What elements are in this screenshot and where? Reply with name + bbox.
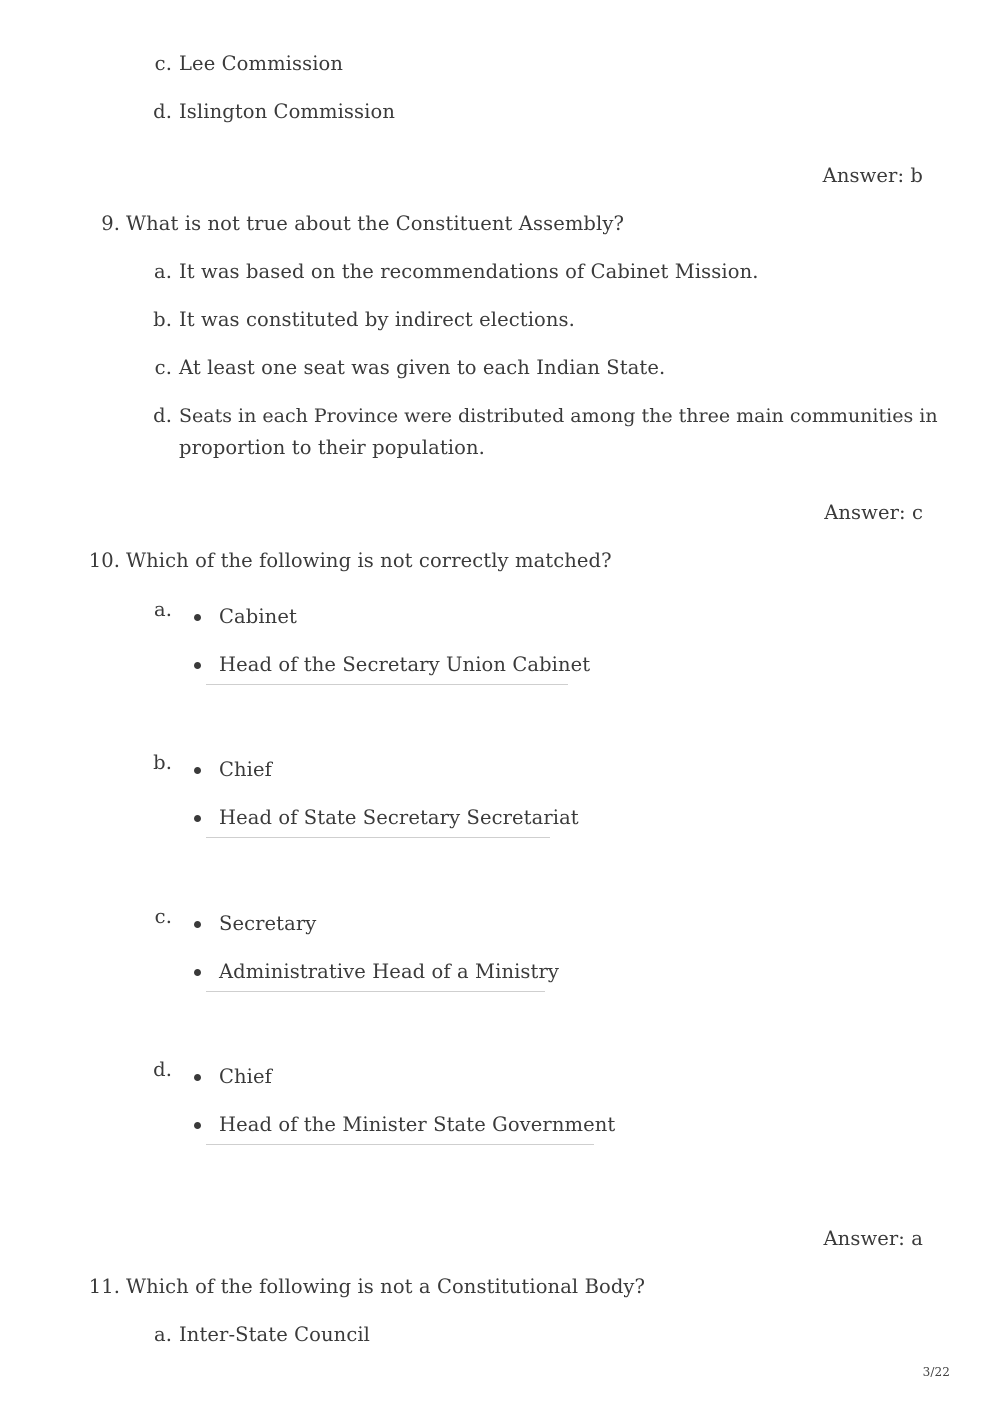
q9-option-b-marker: b.: [153, 308, 172, 331]
q9-option-b-text: It was constituted by indirect elections.: [179, 308, 575, 331]
bullet-icon: [194, 921, 201, 928]
q10-option-b-item2: Head of State Secretary Secretariat: [219, 806, 579, 829]
q8-option-d-marker: d.: [153, 100, 172, 123]
q11-option-a-text: Inter-State Council: [179, 1323, 371, 1346]
q8-answer: Answer: b: [822, 164, 923, 187]
bullet-icon: [194, 1122, 201, 1129]
q10-option-b-underline: [206, 837, 550, 838]
q9-option-d-text-line2: proportion to their population.: [179, 436, 485, 459]
q9-answer: Answer: c: [824, 501, 923, 524]
q9-option-d-text-line1: Seats in each Province were distributed among the three main communities in: [179, 405, 938, 427]
q8-option-c-text: Lee Commission: [179, 52, 344, 75]
q9-option-c-marker: c.: [154, 356, 172, 379]
q10-option-a-marker: a.: [153, 598, 172, 621]
q9-option-c-text: At least one seat was given to each Indian State.: [179, 356, 666, 379]
bullet-icon: [194, 1074, 201, 1081]
q11-option-a-marker: a.: [153, 1323, 172, 1346]
q8-option-c-marker: c.: [154, 52, 172, 75]
q10-option-d-item1: Chief: [219, 1065, 272, 1088]
q10-option-d-underline: [206, 1144, 594, 1145]
q9-option-a-text: It was based on the recommendations of Cabinet Mission.: [179, 260, 759, 283]
q11-number: 11.: [88, 1275, 120, 1298]
q10-number: 10.: [88, 549, 120, 572]
bullet-icon: [194, 614, 201, 621]
q8-option-d-text: Islington Commission: [179, 100, 395, 123]
q9-text: What is not true about the Constituent Assembly?: [126, 212, 625, 235]
q10-option-a-item2: Head of the Secretary Union Cabinet: [219, 653, 591, 676]
q10-option-b-item1: Chief: [219, 758, 272, 781]
q10-option-d-item2: Head of the Minister State Government: [219, 1113, 616, 1136]
bullet-icon: [194, 815, 201, 822]
q10-text: Which of the following is not correctly matched?: [126, 549, 612, 572]
page-number: 3/22: [922, 1365, 950, 1379]
q11-text: Which of the following is not a Constitutional Body?: [126, 1275, 646, 1298]
q9-number: 9.: [101, 212, 120, 235]
q10-answer: Answer: a: [823, 1227, 923, 1250]
bullet-icon: [194, 969, 201, 976]
q9-option-a-marker: a.: [153, 260, 172, 283]
bullet-icon: [194, 767, 201, 774]
q10-option-a-underline: [206, 684, 568, 685]
q10-option-d-marker: d.: [153, 1058, 172, 1081]
q10-option-c-item1: Secretary: [219, 912, 317, 935]
q9-option-d-marker: d.: [153, 404, 172, 427]
q10-option-c-marker: c.: [154, 905, 172, 928]
q10-option-c-item2: Administrative Head of a Ministry: [219, 960, 560, 983]
q10-option-a-item1: Cabinet: [219, 605, 297, 628]
bullet-icon: [194, 662, 201, 669]
q10-option-b-marker: b.: [153, 751, 172, 774]
q10-option-c-underline: [206, 991, 545, 992]
